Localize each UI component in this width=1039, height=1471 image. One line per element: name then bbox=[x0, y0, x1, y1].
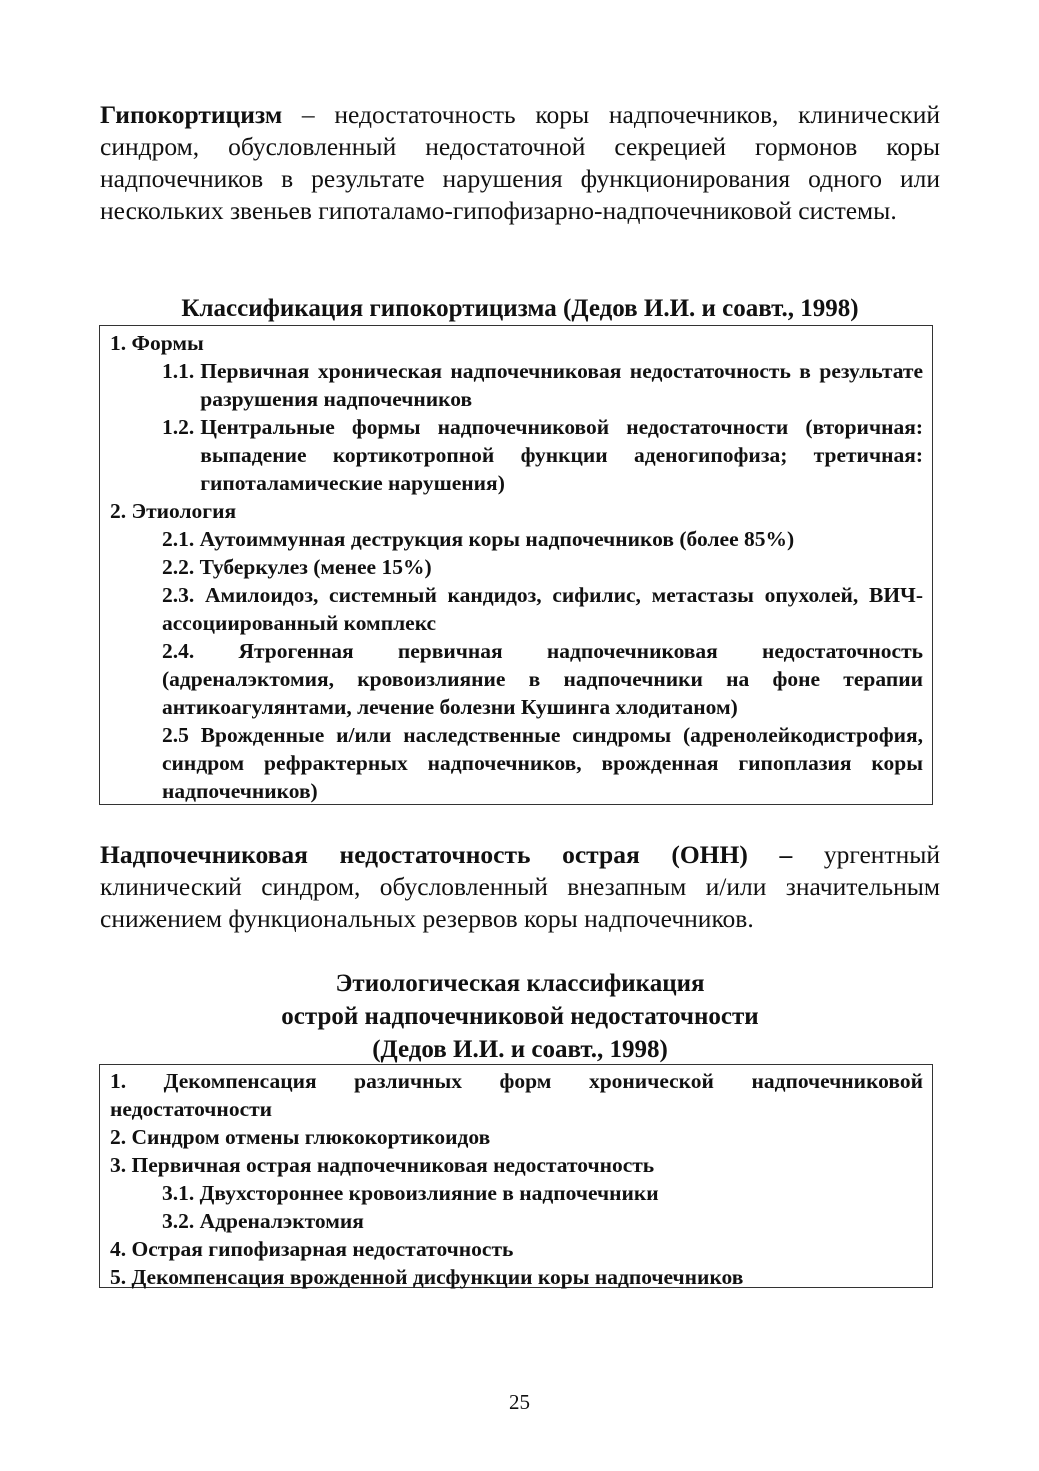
list-item: 2.3. Амилоидоз, системный кандидоз, сифилис, метастазы опухолей, ВИЧ-ассоциированный комплекс bbox=[162, 583, 923, 635]
etiology-header: 2. Этиология bbox=[110, 499, 237, 523]
definition-term: Гипокортицизм bbox=[100, 100, 283, 129]
list-item: 3.1. Двухстороннее кровоизлияние в надпочечники bbox=[162, 1181, 659, 1205]
list-item: 1. Декомпенсация различных форм хронической надпочечниковой недостаточности bbox=[110, 1069, 923, 1121]
hypocorticism-classification-table bbox=[99, 325, 933, 805]
list-item: 4. Острая гипофизарная недостаточность bbox=[110, 1237, 514, 1261]
caption-line: (Дедов И.И. и соавт., 1998) bbox=[372, 1036, 668, 1063]
classification-caption: Классификация гипокортицизма (Дедов И.И. и соавт., 1998) bbox=[181, 295, 859, 322]
acute-insufficiency-classification-table bbox=[99, 1064, 933, 1288]
caption-line: Этиологическая классификация bbox=[335, 970, 705, 997]
item-number: 1.2. bbox=[162, 415, 195, 439]
etiological-classification-caption bbox=[100, 967, 940, 1066]
list-item bbox=[110, 413, 923, 497]
definition-text: ургентный клинический синдром, обусловленный внезапным и/или значительным снижением функциональных резервов коры надпочечников. bbox=[100, 840, 940, 933]
definition-text: – недостаточность коры надпочечников, клинический синдром, обусловленный недостаточной секрецией гормонов коры надпочечников в результате нарушения функционирования одного или нескольких звеньев гипоталамо-гипофизарно-надпочечниковой системы. bbox=[100, 100, 940, 225]
list-item: 2.2. Туберкулез (менее 15%) bbox=[162, 555, 432, 579]
list-item: 3. Первичная острая надпочечниковая недостаточность bbox=[110, 1153, 655, 1177]
list-item bbox=[110, 357, 923, 413]
definition-term: Надпочечниковая недостаточность острая (ОНН) – bbox=[100, 840, 793, 869]
caption-line: острой надпочечниковой недостаточности bbox=[281, 1003, 759, 1030]
list-item: 2. Синдром отмены глюкокортикоидов bbox=[110, 1125, 491, 1149]
hypocorticism-definition bbox=[100, 99, 940, 227]
list-item: 3.2. Адреналэктомия bbox=[162, 1209, 364, 1233]
item-text: Первичная хроническая надпочечниковая недостаточность в результате разрушения надпочечников bbox=[200, 359, 923, 411]
acute-insufficiency-definition bbox=[100, 839, 940, 935]
item-number: 1.1. bbox=[162, 359, 195, 383]
list-item: 2.1. Аутоиммунная деструкция коры надпочечников (более 85%) bbox=[162, 527, 795, 551]
page-number: 25 bbox=[509, 1390, 530, 1414]
list-item: 5. Декомпенсация врожденной дисфункции коры надпочечников bbox=[110, 1265, 744, 1289]
list-item: 2.4. Ятрогенная первичная надпочечниковая недостаточность (адреналэктомия, кровоизлияние в надпочечники на фоне терапии антикоагулянтами, лечение болезни Кушинга хлодитаном) bbox=[162, 639, 923, 719]
item-text: Центральные формы надпочечниковой недостаточности (вторичная: выпадение кортикотропной функции аденогипофиза; третичная: гипоталамические нарушения) bbox=[200, 415, 923, 495]
forms-header: 1. Формы bbox=[110, 331, 204, 355]
list-item: 2.5 Врожденные и/или наследственные синдромы (адренолейкодистрофия, синдром рефрактерных надпочечников, врожденная гипоплазия коры надпочечников) bbox=[162, 723, 923, 803]
